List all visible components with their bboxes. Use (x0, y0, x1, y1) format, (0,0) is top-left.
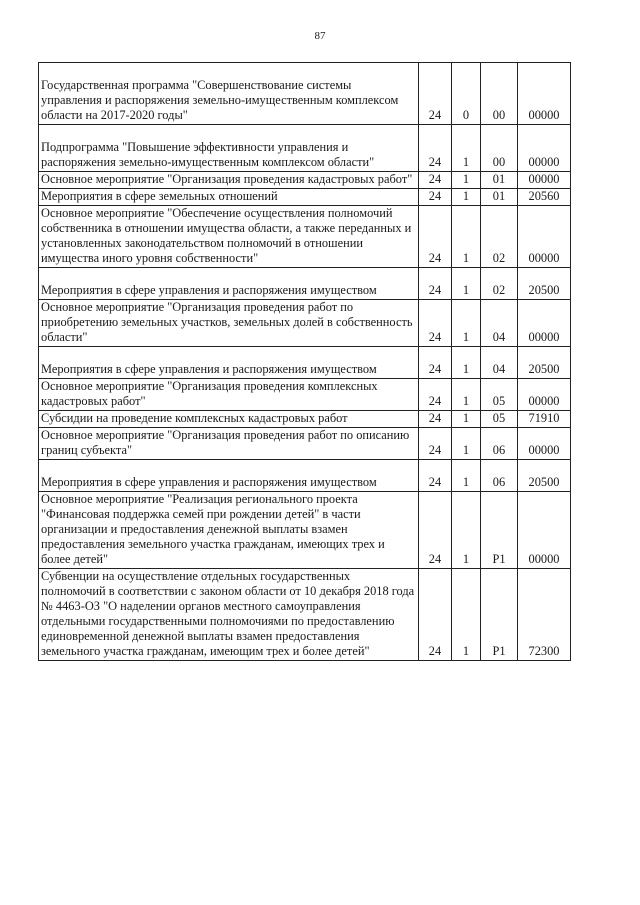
subprogram-code-cell: 1 (452, 428, 481, 460)
subprogram-code-cell: 1 (452, 189, 481, 206)
subprogram-code-cell: 1 (452, 569, 481, 661)
program-code-cell: 24 (419, 125, 452, 172)
event-code-cell: 01 (481, 189, 518, 206)
table-body (39, 63, 571, 661)
direction-code-cell: 00000 (518, 206, 571, 268)
table-row (39, 268, 571, 300)
table-row (39, 428, 571, 460)
table-row (39, 125, 571, 172)
program-code-cell: 24 (419, 428, 452, 460)
table-row (39, 172, 571, 189)
row-spacer (41, 460, 415, 475)
table-row (39, 379, 571, 411)
event-code-cell: 02 (481, 206, 518, 268)
row-name-cell (39, 569, 419, 661)
row-name-cell (39, 206, 419, 268)
table-row (39, 492, 571, 569)
row-name-text: Основное мероприятие "Организация проведения кадастровых работ" (41, 172, 413, 186)
table-row (39, 300, 571, 347)
subprogram-code-cell: 1 (452, 379, 481, 411)
program-code-cell: 24 (419, 189, 452, 206)
row-name-cell (39, 268, 419, 300)
row-spacer (41, 125, 415, 140)
subprogram-code-cell: 1 (452, 347, 481, 379)
event-code-cell: 01 (481, 172, 518, 189)
row-name-text: Мероприятия в сфере земельных отношений (41, 189, 278, 203)
row-name-text: Мероприятия в сфере управления и распоряжения имуществом (41, 362, 377, 376)
event-code-cell: 04 (481, 347, 518, 379)
program-code-cell: 24 (419, 63, 452, 125)
row-spacer (41, 63, 415, 78)
row-name-text: Основное мероприятие "Организация проведения работ по описанию границ субъекта" (41, 428, 410, 457)
direction-code-cell: 00000 (518, 125, 571, 172)
row-spacer (41, 268, 415, 283)
subprogram-code-cell: 1 (452, 125, 481, 172)
row-name-cell (39, 172, 419, 189)
table-row (39, 63, 571, 125)
direction-code-cell: 00000 (518, 300, 571, 347)
event-code-cell: 06 (481, 460, 518, 492)
subprogram-code-cell: 1 (452, 268, 481, 300)
row-spacer (41, 347, 415, 362)
program-code-cell: 24 (419, 492, 452, 569)
table-row (39, 569, 571, 661)
event-code-cell: 00 (481, 63, 518, 125)
subprogram-code-cell: 0 (452, 63, 481, 125)
direction-code-cell: 20560 (518, 189, 571, 206)
row-name-cell (39, 347, 419, 379)
row-name-text: Основное мероприятие "Организация проведения комплексных кадастровых работ" (41, 379, 378, 408)
table-row (39, 189, 571, 206)
table-row (39, 411, 571, 428)
direction-code-cell: 00000 (518, 492, 571, 569)
direction-code-cell: 71910 (518, 411, 571, 428)
row-name-text: Мероприятия в сфере управления и распоряжения имуществом (41, 475, 377, 489)
row-name-cell (39, 189, 419, 206)
event-code-cell: 02 (481, 268, 518, 300)
program-code-cell: 24 (419, 569, 452, 661)
program-code-cell: 24 (419, 460, 452, 492)
row-name-text: Основное мероприятие "Обеспечение осуществления полномочий собственника в отношении имущества области, а также переданных и установленных законодательством полномочий в отношении имущества иного уровня собственности" (41, 206, 412, 265)
program-code-cell: 24 (419, 347, 452, 379)
row-name-cell (39, 379, 419, 411)
event-code-cell: P1 (481, 492, 518, 569)
direction-code-cell: 00000 (518, 379, 571, 411)
row-name-text: Основное мероприятие "Организация проведения работ по приобретению земельных участков, земельных долей в собственность области" (41, 300, 413, 344)
direction-code-cell: 20500 (518, 460, 571, 492)
table-row (39, 460, 571, 492)
row-name-cell (39, 492, 419, 569)
row-name-text: Государственная программа "Совершенствование системы управления и распоряжения земельно-имущественным комплексом области на 2017-2020 годы" (41, 78, 399, 122)
direction-code-cell: 72300 (518, 569, 571, 661)
direction-code-cell: 20500 (518, 347, 571, 379)
row-name-cell (39, 411, 419, 428)
direction-code-cell: 20500 (518, 268, 571, 300)
subprogram-code-cell: 1 (452, 492, 481, 569)
budget-classification-table (38, 62, 571, 661)
event-code-cell: 06 (481, 428, 518, 460)
direction-code-cell: 00000 (518, 172, 571, 189)
program-code-cell: 24 (419, 206, 452, 268)
event-code-cell: 04 (481, 300, 518, 347)
row-name-cell (39, 460, 419, 492)
event-code-cell: P1 (481, 569, 518, 661)
program-code-cell: 24 (419, 300, 452, 347)
program-code-cell: 24 (419, 268, 452, 300)
row-name-text: Подпрограмма "Повышение эффективности управления и распоряжения земельно-имущественным комплексом области" (41, 140, 375, 169)
row-name-text: Мероприятия в сфере управления и распоряжения имуществом (41, 283, 377, 297)
event-code-cell: 05 (481, 379, 518, 411)
subprogram-code-cell: 1 (452, 411, 481, 428)
subprogram-code-cell: 1 (452, 206, 481, 268)
direction-code-cell: 00000 (518, 428, 571, 460)
row-name-cell (39, 63, 419, 125)
table-row (39, 347, 571, 379)
page-number: 87 (314, 30, 326, 42)
program-code-cell: 24 (419, 172, 452, 189)
row-name-text: Субвенции на осуществление отдельных государственных полномочий в соответствии с законом области от 10 декабря 2018 года № 4463-ОЗ "О наделении органов местного самоуправления отдельными государственными полномочиями по предоставлению единовременной денежной выплаты взамен предоставления земельного участка гражданам, имеющим трех и более детей" (41, 569, 415, 658)
direction-code-cell: 00000 (518, 63, 571, 125)
row-name-cell (39, 428, 419, 460)
event-code-cell: 05 (481, 411, 518, 428)
program-code-cell: 24 (419, 379, 452, 411)
subprogram-code-cell: 1 (452, 172, 481, 189)
program-code-cell: 24 (419, 411, 452, 428)
event-code-cell: 00 (481, 125, 518, 172)
row-name-cell (39, 125, 419, 172)
row-name-text: Основное мероприятие "Реализация регионального проекта "Финансовая поддержка семей при рождении детей" в части организации и предоставления денежной выплаты взамен предоставления земельного участка гражданам, имеющих трех и более детей" (41, 492, 385, 566)
subprogram-code-cell: 1 (452, 300, 481, 347)
row-name-cell (39, 300, 419, 347)
subprogram-code-cell: 1 (452, 460, 481, 492)
row-name-text: Субсидии на проведение комплексных кадастровых работ (41, 411, 348, 425)
table-row (39, 206, 571, 268)
